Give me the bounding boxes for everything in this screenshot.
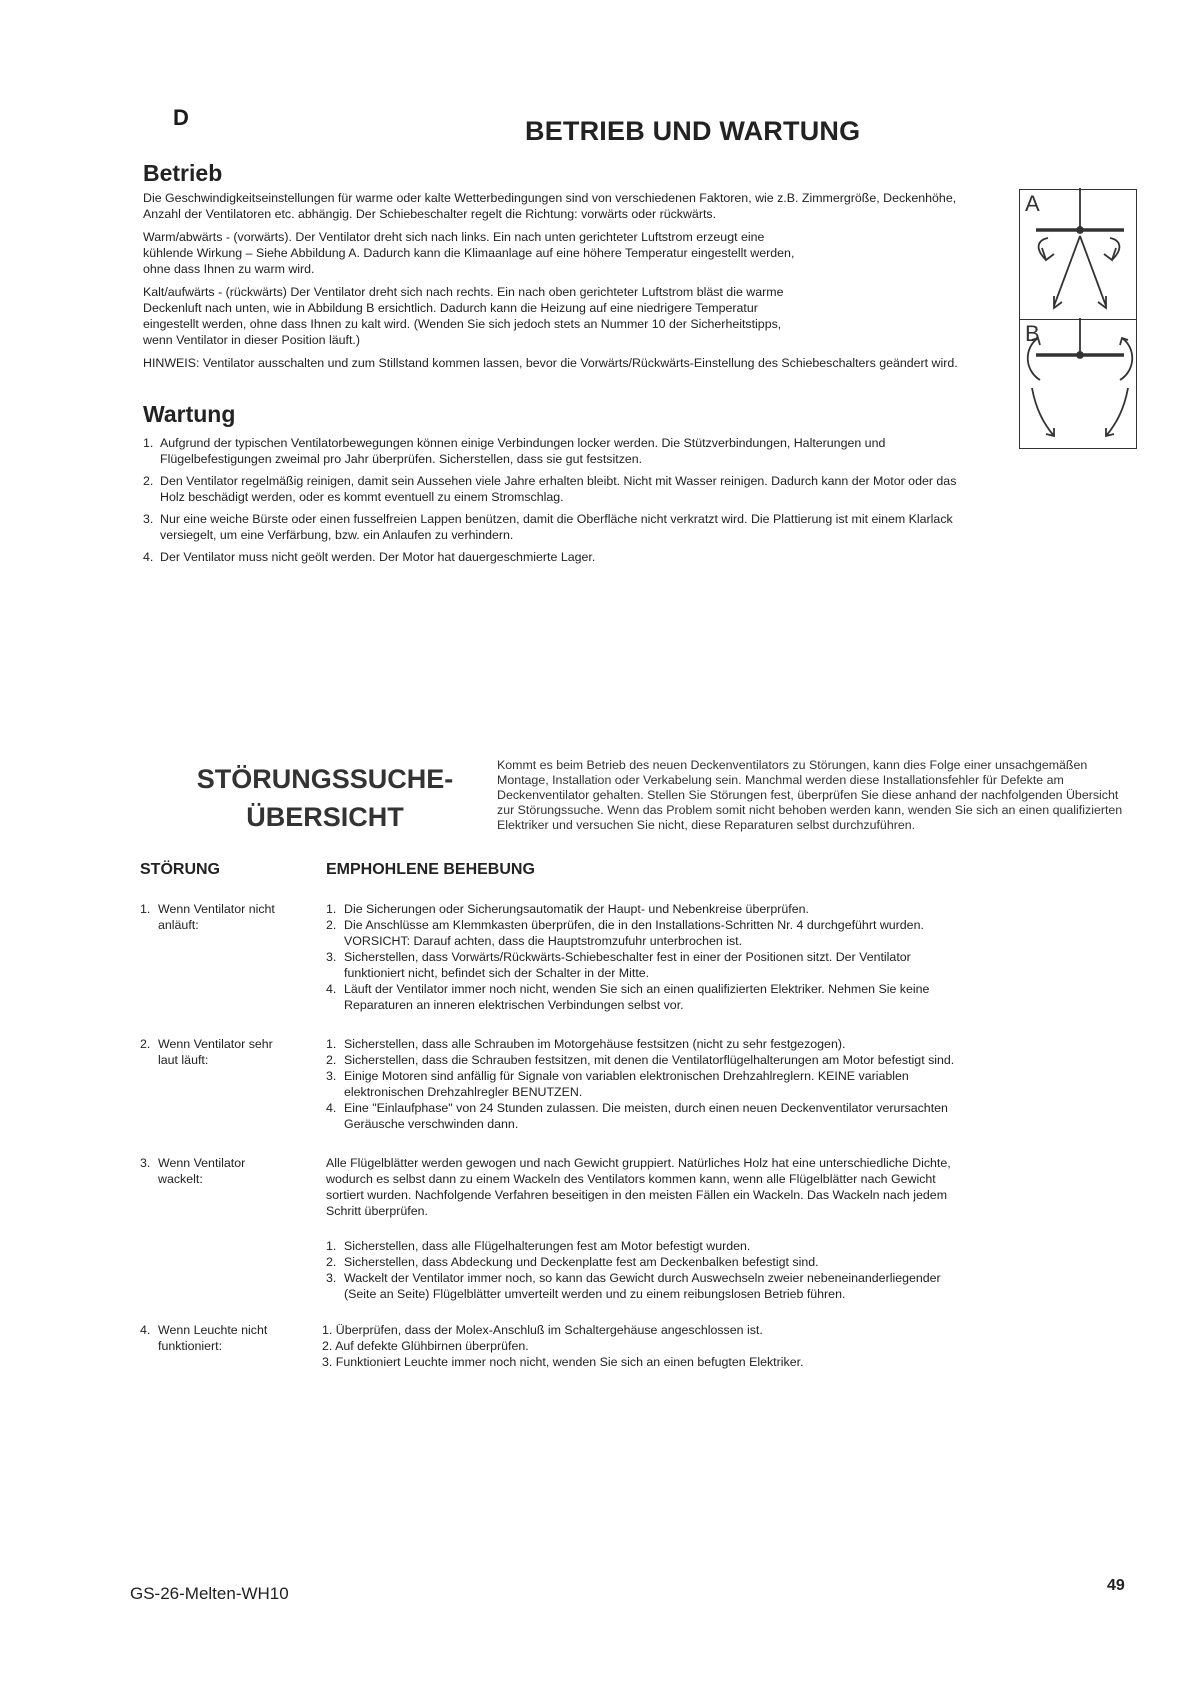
problem-number: 4.	[140, 1323, 151, 1337]
list-text: Der Ventilator muss nicht geölt werden. Der Motor hat dauergeschmierte Lager.	[160, 550, 596, 564]
list-item	[322, 1322, 962, 1338]
list-text: Läuft der Ventilator immer noch nicht, wenden Sie sich an einen qualifizierten Elektriker. Nehmen Sie keine Reparaturen an inneren elektrischen Verbindungen selbst vor.	[344, 982, 930, 1012]
list-text: Sicherstellen, dass alle Schrauben im Motorgehäuse festsitzen (nicht zu sehr festgezogen).	[344, 1037, 846, 1051]
betrieb-paragraph: Warm/abwärts - (vorwärts). Der Ventilator dreht sich nach links. Ein nach unten gerichteter Luftstrom erzeugt eine kühlende Wirkung – Siehe Abbildung A. Dadurch kann die Klimaanlage auf eine höhere Temperatur eingestellt werden, ohne dass Ihnen zu warm wird.	[143, 230, 795, 276]
list-text: Aufgrund der typischen Ventilatorbewegungen können einige Verbindungen locker werden. Die Stützverbindungen, Halterungen und Flügelbefestigungen zweimal pro Jahr überprüfen. Sicherstellen, dass sie gut festsitzen.	[160, 436, 886, 466]
troubleshooting-title-line1: STÖRUNGSSUCHE-	[196, 764, 454, 794]
list-item	[322, 1338, 962, 1354]
betrieb-paragraph: Kalt/aufwärts - (rückwärts) Der Ventilator dreht sich nach rechts. Ein nach oben gerichteter Luftstrom bläst die warme Deckenluft nach unten, wie in Abbildung B ersichtlich. Dadurch kann die Heizung auf eine niedrigere Temperatur eingestellt werden, ohne dass Ihnen zu kalt wird. (Wenden Sie sich jedoch stets an Nummer 10 der Sicherheitstipps, wenn Ventilator in dieser Position läuft.)	[143, 285, 784, 347]
list-item	[326, 1036, 966, 1052]
list-text: Wackelt der Ventilator immer noch, so kann das Gewicht durch Auswechseln zweier nebeneinanderliegender (Seite an Seite) Flügelblätter umverteilt werden und zu einem reibungslosen Betrieb führen.	[344, 1271, 941, 1301]
list-number: 3.	[326, 1271, 337, 1285]
fan-direction-figure	[1019, 189, 1137, 449]
list-text: Die Anschlüsse am Klemmkasten überprüfen, die in den Installations-Schritten Nr. 4 durchgeführt wurden.	[344, 918, 924, 932]
problem-text: wackelt:	[158, 1172, 203, 1186]
list-text: Eine "Einlaufphase" von 24 Stunden zulassen. Die meisten, durch einen neuen Deckenventilator verursachten Geräusche verschwinden dann.	[344, 1101, 948, 1131]
solution-list	[326, 1036, 966, 1132]
list-number: 1.	[322, 1323, 333, 1337]
problem-number: 3.	[140, 1156, 151, 1170]
list-number: 3.	[326, 950, 337, 964]
solution-cell	[326, 1155, 966, 1219]
troubleshooting-title-line2: ÜBERSICHT	[246, 802, 404, 832]
list-item	[326, 1254, 966, 1270]
list-item	[326, 933, 966, 949]
column-header-problem: STÖRUNG	[140, 861, 220, 878]
list-item	[326, 917, 966, 933]
list-number: 4.	[143, 550, 154, 564]
list-number: 2.	[326, 1255, 337, 1269]
betrieb-heading: Betrieb	[143, 160, 223, 186]
problem-cell	[140, 1036, 320, 1068]
list-text: Sicherstellen, dass die Schrauben festsitzen, mit denen die Ventilatorflügelhalterungen am Motor befestigt sind.	[344, 1053, 955, 1067]
list-text: Sicherstellen, dass alle Flügelhalterungen fest am Motor befestigt wurden.	[344, 1239, 751, 1253]
list-item	[143, 511, 963, 543]
solution-list	[326, 901, 966, 1013]
list-item	[326, 1100, 966, 1132]
solution-list	[326, 1238, 966, 1302]
list-number: 3.	[326, 1069, 337, 1083]
betrieb-text	[143, 190, 993, 378]
list-number: 3.	[322, 1355, 333, 1369]
list-text: Sicherstellen, dass Vorwärts/Rückwärts-Schiebeschalter fest in einer der Positionen sitzt. Der Ventilator funktioniert nicht, befindet sich der Schalter in der Mitte.	[344, 950, 911, 980]
betrieb-paragraph: Die Geschwindigkeitseinstellungen für warme oder kalte Wetterbedingungen sind von verschiedenen Faktoren, wie z.B. Zimmergröße, Deckenhöhe, Anzahl der Ventilatoren etc. abhängig. Der Schiebeschalter regelt die Richtung: vorwärts oder rückwärts.	[143, 191, 957, 221]
solution-cell	[326, 1238, 966, 1302]
list-number: 2.	[326, 1053, 337, 1067]
list-text: Die Sicherungen oder Sicherungsautomatik der Haupt- und Nebenkreise überprüfen.	[344, 902, 809, 916]
page-title: BETRIEB UND WARTUNG	[525, 116, 861, 146]
figure-label-a: A	[1025, 191, 1040, 216]
problem-number: 2.	[140, 1037, 151, 1051]
problem-cell	[140, 1155, 320, 1187]
problem-text: Wenn Ventilator	[158, 1156, 246, 1170]
list-item	[326, 1068, 966, 1100]
list-text: Nur eine weiche Bürste oder einen fusselfreien Lappen benützen, damit die Oberfläche nicht verkratzt wird. Die Plattierung ist mit einem Klarlack versiegelt, um eine Verfärbung, bzw. ein Anlaufen zu verhindern.	[160, 512, 953, 542]
list-number: 1.	[143, 436, 154, 450]
list-number: 2.	[326, 918, 337, 932]
problem-text: Wenn Ventilator nicht	[158, 902, 275, 916]
footer-model: GS-26-Melten-WH10	[130, 1584, 289, 1603]
list-item	[326, 1052, 966, 1068]
list-text: Funktioniert Leuchte immer noch nicht, wenden Sie sich an einen befugten Elektriker.	[335, 1355, 804, 1369]
list-number: 2.	[322, 1339, 333, 1353]
list-number: 1.	[326, 1239, 337, 1253]
list-item	[326, 1270, 966, 1302]
list-text: Auf defekte Glühbirnen überprüfen.	[335, 1339, 529, 1353]
problem-number: 1.	[140, 902, 151, 916]
solution-paragraph: Alle Flügelblätter werden gewogen und nach Gewicht gruppiert. Natürliches Holz hat eine unterschiedliche Dichte, wodurch es selbst dann zu einem Wackeln des Ventilators kommen kann, wenn alle Flügelblätter nach Gewicht sortiert wurden. Nachfolgende Verfahren beseitigen in den meisten Fällen ein Wackeln. Das Wackeln nach jedem Schritt überprüfen.	[326, 1156, 951, 1218]
problem-text: Wenn Ventilator sehr	[158, 1037, 273, 1051]
language-code: D	[173, 105, 189, 130]
list-item	[326, 901, 966, 917]
betrieb-note: HINWEIS: Ventilator ausschalten und zum Stillstand kommen lassen, bevor die Vorwärts/Rückwärts-Einstellung des Schiebeschalters geändert wird.	[143, 356, 958, 370]
page-number: 49	[1107, 1577, 1125, 1594]
list-item	[326, 949, 966, 981]
figure-label-b: B	[1025, 321, 1040, 346]
list-item	[143, 473, 963, 505]
problem-text: Wenn Leuchte nicht	[158, 1323, 268, 1337]
list-item	[326, 981, 966, 1013]
solution-cell	[326, 1036, 966, 1132]
list-item	[143, 549, 963, 565]
list-text: Einige Motoren sind anfällig für Signale von variablen elektronischen Drehzahlreglern. KEINE variablen elektronischen Drehzahlregler BENUTZEN.	[344, 1069, 909, 1099]
column-header-solution: EMPHOHLENE BEHEBUNG	[326, 861, 535, 878]
list-text: Den Ventilator regelmäßig reinigen, damit sein Aussehen viele Jahre erhalten bleibt. Nicht mit Wasser reinigen. Dadurch kann der Motor oder das Holz beschädigt werden, oder es kommt eventuell zu einem Stromschlag.	[160, 474, 957, 504]
list-text: Sicherstellen, dass Abdeckung und Deckenplatte fest am Deckenbalken befestigt sind.	[344, 1255, 819, 1269]
list-number: 2.	[143, 474, 154, 488]
problem-text: anläuft:	[158, 918, 199, 932]
list-item	[326, 1238, 966, 1254]
wartung-list-container	[143, 435, 963, 571]
problem-cell	[140, 901, 320, 933]
solution-cell	[326, 901, 966, 1013]
solution-cell	[322, 1322, 962, 1370]
list-item	[322, 1354, 962, 1370]
list-text: VORSICHT: Darauf achten, dass die Hauptstromzufuhr unterbrochen ist.	[344, 934, 743, 948]
list-text: Überprüfen, dass der Molex-Anschluß im Schaltergehäuse angeschlossen ist.	[335, 1323, 763, 1337]
wartung-heading: Wartung	[143, 401, 236, 427]
troubleshooting-title	[180, 760, 470, 836]
wartung-list	[143, 435, 963, 565]
list-number: 4.	[326, 1101, 337, 1115]
list-number: 1.	[326, 1037, 337, 1051]
problem-text: laut läuft:	[158, 1053, 209, 1067]
problem-text: funktioniert:	[158, 1339, 223, 1353]
list-number: 1.	[326, 902, 337, 916]
list-number: 3.	[143, 512, 154, 526]
troubleshooting-intro: Kommt es beim Betrieb des neuen Deckenventilators zu Störungen, kann dies Folge einer unsachgemäßen Montage, Installation oder Verkabelung sein. Manchmal werden diese Installationsfehler für Defekte am Deckenventilator gehalten. Stellen Sie Störungen fest, überprüfen Sie diese anhand der nachfolgenden Übersicht zur Störungssuche. Wenn das Problem somit nicht behoben werden kann, wenden Sie sich an einen qualifizierten Elektriker und versuchen Sie nicht, diese Reparaturen selbst durchzuführen.	[497, 758, 1123, 832]
fan-airflow-diagram	[1018, 188, 1136, 448]
problem-cell	[140, 1322, 320, 1354]
list-number: 4.	[326, 982, 337, 996]
list-item	[143, 435, 963, 467]
